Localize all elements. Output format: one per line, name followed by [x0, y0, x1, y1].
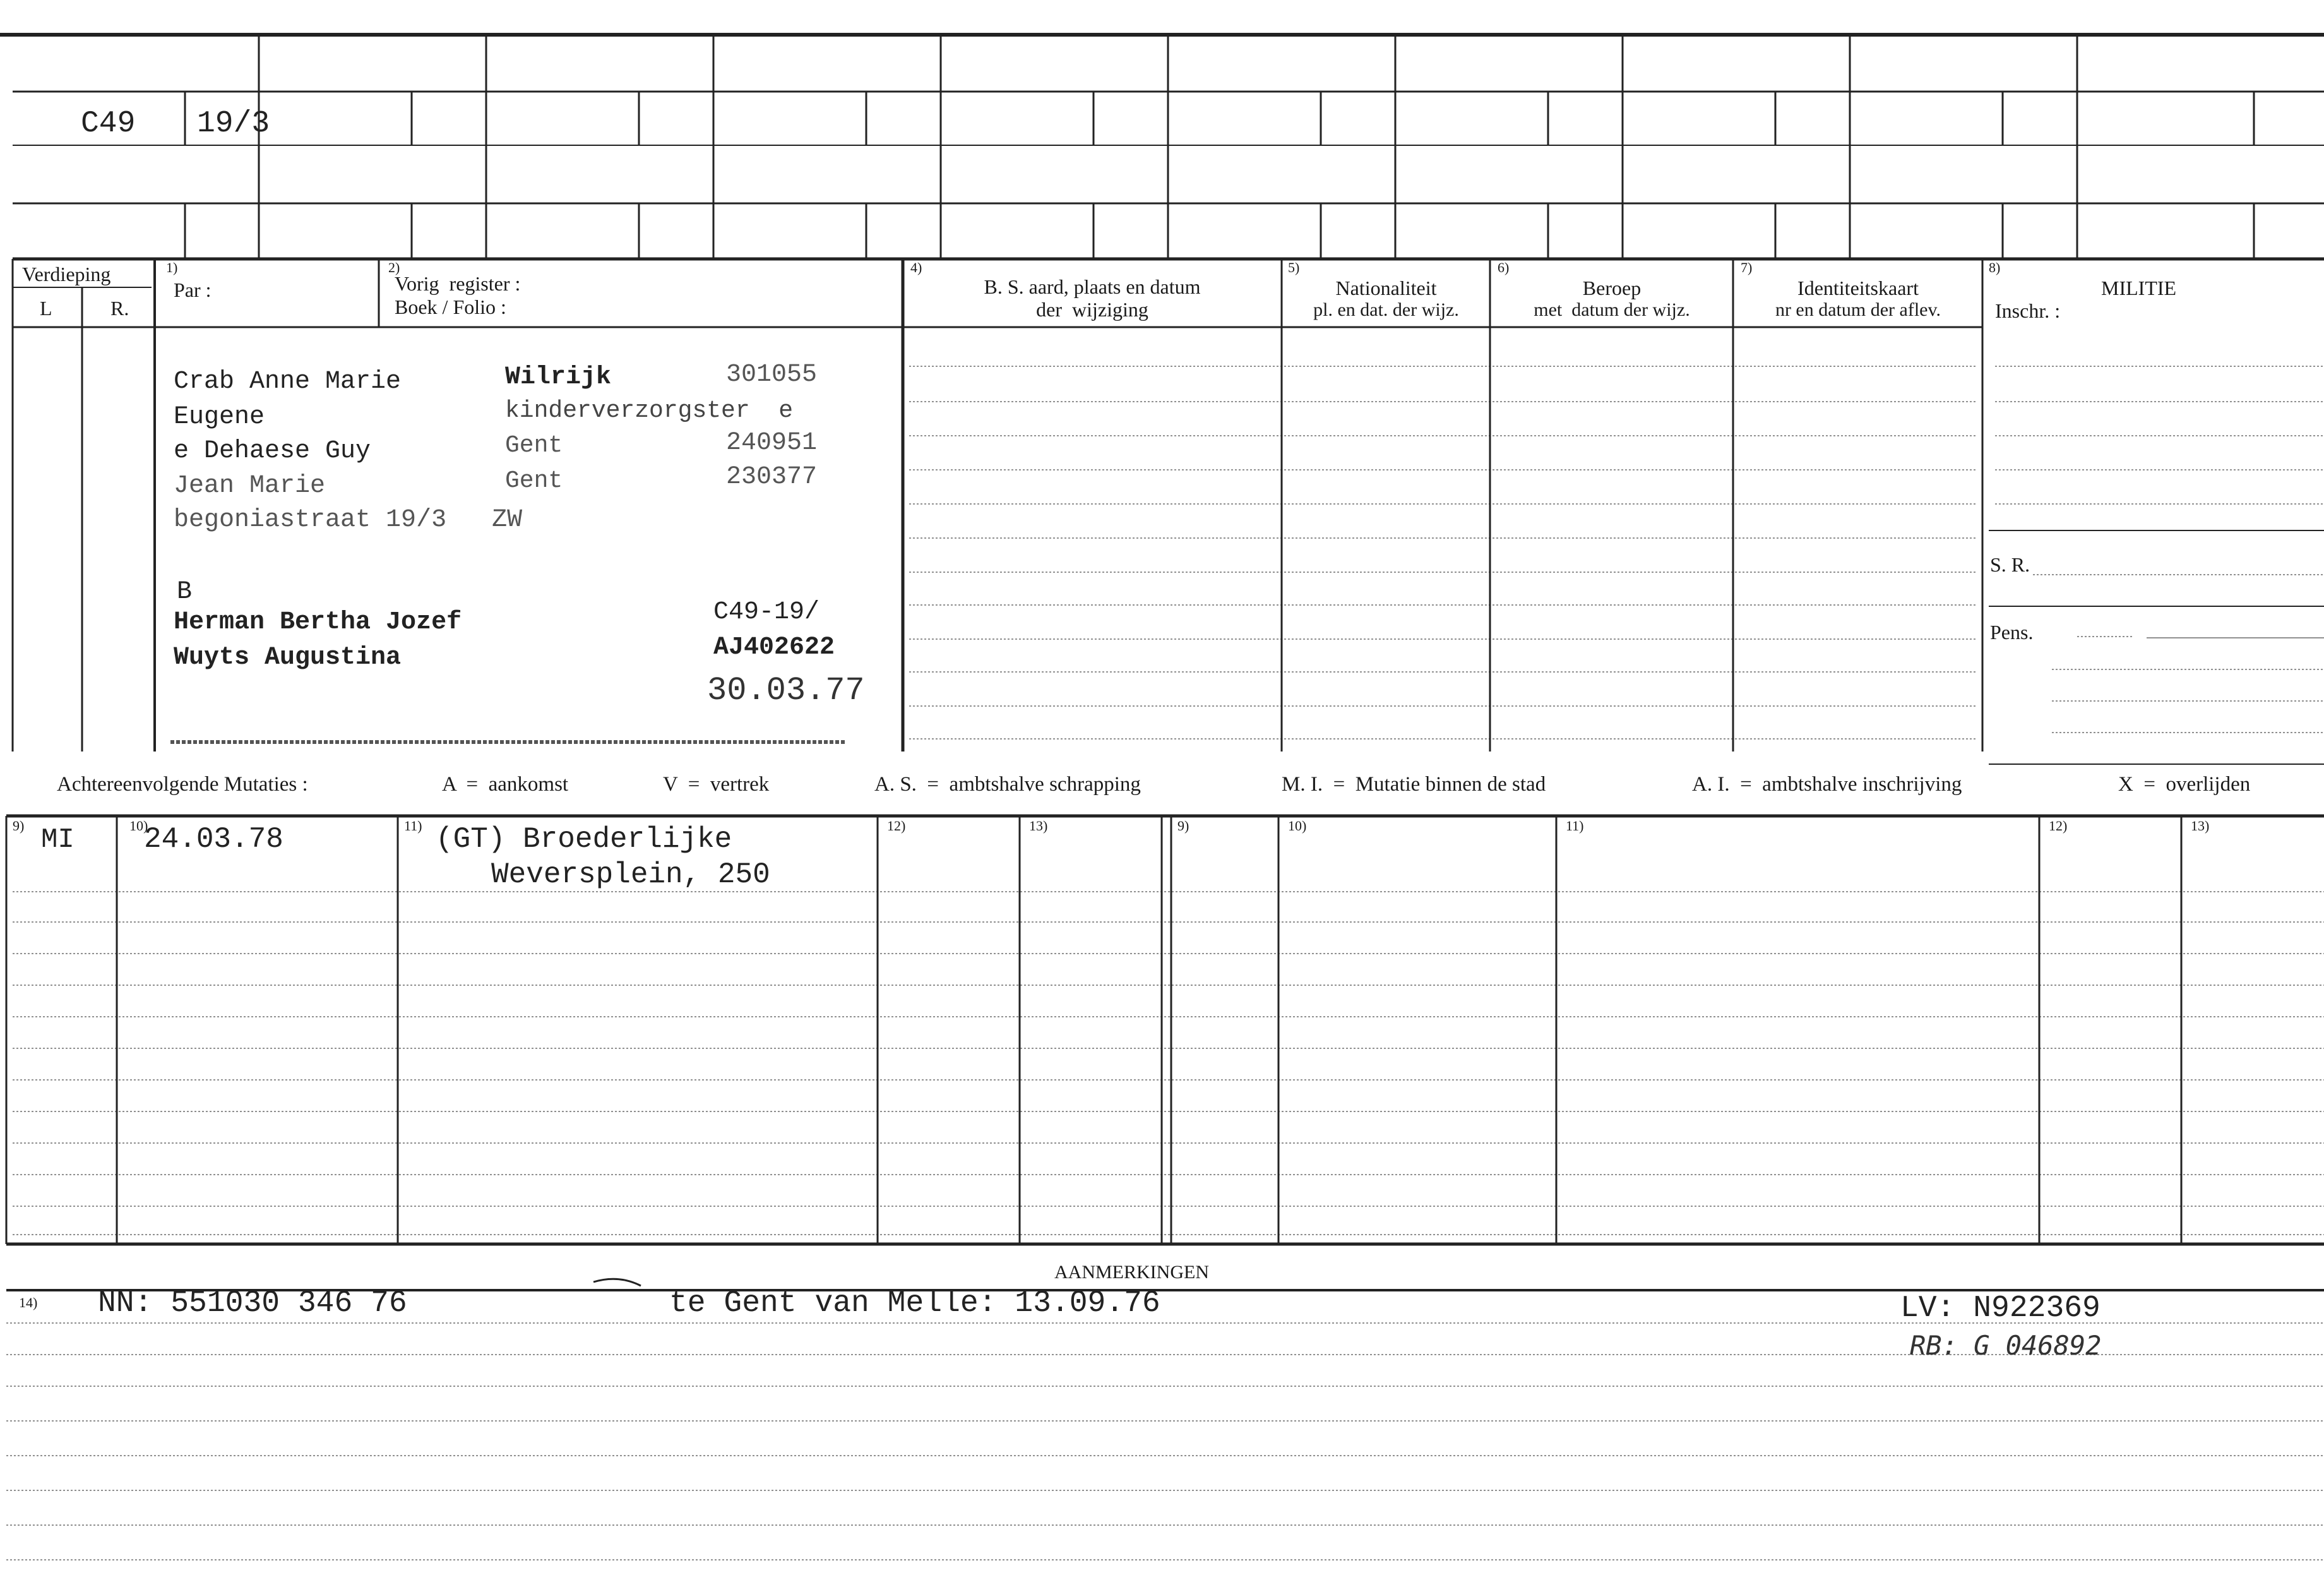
mut-col-11b-number: 11): [1566, 818, 1584, 834]
date-2: 240951: [726, 429, 818, 457]
mut-col-10-number: 10): [129, 818, 148, 834]
date-3: 230377: [726, 463, 818, 491]
mut-col-12b-number: 12): [2049, 818, 2068, 834]
beroep-sub-label: met datum der wijz.: [1534, 299, 1690, 320]
col-1-number: 1): [166, 260, 178, 275]
boek-folio-label: Boek / Folio :: [395, 296, 506, 318]
place-gent-1: Gent: [505, 432, 563, 459]
legend-mi: M. I. = Mutatie binnen de stad: [1282, 773, 1546, 796]
col-6-number: 6): [1498, 260, 1510, 275]
legend-as: A. S. = ambtshalve schrapping: [874, 773, 1141, 796]
remarks-title: AANMERKINGEN: [1054, 1262, 1209, 1283]
occupation: kinderverzorgster e: [505, 397, 794, 424]
remarks-lv: LV: N922369: [1900, 1291, 2101, 1326]
col-7-number: 7): [1741, 260, 1753, 275]
person-name-4: Jean Marie: [174, 472, 326, 500]
place-wilrijk: Wilrijk: [505, 363, 612, 392]
code-c49: C49: [81, 107, 136, 141]
nationaliteit-sub-label: pl. en dat. der wijz.: [1313, 299, 1459, 320]
par-label: Par :: [174, 278, 212, 301]
person-name-1: Crab Anne Marie: [174, 368, 402, 396]
pens-label: Pens.: [1990, 621, 2034, 644]
legend-x: X = overlijden: [2118, 773, 2251, 796]
person-address: begoniastraat 19/3 ZW: [174, 506, 523, 534]
mut-col-13b-number: 13): [2191, 818, 2210, 834]
place-gent-2: Gent: [505, 467, 563, 494]
mut-col-10b-number: 10): [1288, 818, 1307, 834]
person-name-3: e Dehaese Guy: [174, 437, 371, 465]
ref-id: AJ402622: [713, 633, 835, 662]
date-1: 301055: [726, 361, 818, 389]
legend-title: Achtereenvolgende Mutaties :: [57, 773, 308, 796]
verdieping-label: Verdieping: [22, 263, 111, 285]
remarks-rb: RB: G 046892: [1910, 1330, 2102, 1361]
mutation-code: MI: [41, 824, 74, 856]
beroep-label: Beroep: [1582, 277, 1642, 299]
militie-label: MILITIE: [2101, 277, 2177, 299]
col-8-number: 8): [1989, 260, 2001, 275]
mutation-date: 24.03.78: [144, 823, 283, 856]
r-label: R.: [110, 297, 129, 320]
legend-ai: A. I. = ambtshalve inschrijving: [1692, 773, 1962, 796]
identiteitskaart-sub-label: nr en datum der aflev.: [1775, 299, 1941, 320]
bs-aard-label: B. S. aard, plaats en datum: [984, 275, 1201, 298]
parent-1: Herman Bertha Jozef: [174, 608, 462, 637]
vorig-register-label: Vorig register :: [395, 272, 521, 295]
l-label: L: [40, 297, 52, 320]
mut-col-9-number: 9): [13, 818, 25, 834]
wijziging-label: der wijziging: [1036, 298, 1148, 321]
inschr-label: Inschr. :: [1995, 299, 2061, 322]
col-2-number: 2): [388, 260, 400, 275]
remarks-place: te Gent van Melle: 13.09.76: [669, 1286, 1160, 1320]
code-19-3: 19/3: [197, 107, 270, 141]
mutation-address-2: Weversplein, 250: [491, 858, 770, 891]
col-5-number: 5): [1288, 260, 1300, 275]
legend-v: V = vertrek: [663, 773, 770, 796]
mut-col-9b-number: 9): [1177, 818, 1189, 834]
col-4-number: 4): [910, 260, 922, 275]
mut-col-12-number: 12): [887, 818, 906, 834]
parent-2: Wuyts Augustina: [174, 644, 402, 672]
b-marker: B: [177, 578, 193, 606]
ref-date: 30.03.77: [707, 672, 865, 709]
ref-code: C49-19/: [713, 598, 820, 626]
mutation-address-1: (GT) Broederlijke: [436, 823, 732, 856]
mut-col-13-number: 13): [1029, 818, 1048, 834]
person-name-2: Eugene: [174, 403, 265, 431]
sr-label: S. R.: [1990, 553, 2030, 576]
remarks-number: 14): [19, 1295, 38, 1310]
legend-a: A = aankomst: [442, 773, 569, 796]
identiteitskaart-label: Identiteitskaart: [1797, 277, 1919, 299]
mut-col-11-number: 11): [404, 818, 422, 834]
nationaliteit-label: Nationaliteit: [1335, 277, 1437, 299]
remarks-nn: NN: 551030 346 76: [98, 1286, 407, 1320]
